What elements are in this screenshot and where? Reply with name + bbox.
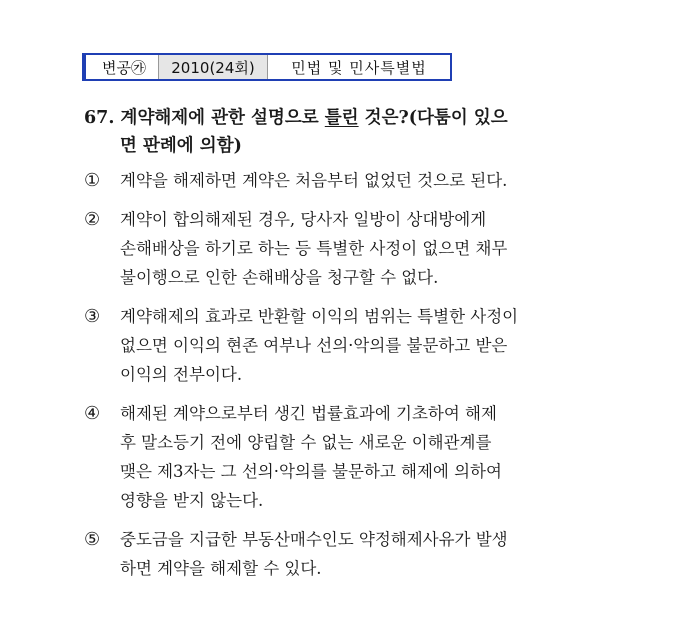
option-text-line: 계약을 해제하면 계약은 처음부터 없었던 것으로 된다. bbox=[120, 171, 508, 190]
question-line-1 bbox=[84, 104, 604, 132]
answer-options bbox=[84, 166, 604, 593]
question-key-word: 틀린 bbox=[324, 108, 359, 128]
option-text-line: 없으면 이익의 현존 여부나 선의·악의를 불문하고 받은 bbox=[120, 336, 508, 355]
option-text-line: 손해배상을 하기로 하는 등 특별한 사정이 없으면 채무 bbox=[120, 239, 508, 258]
option-text-line: 계약이 합의해제된 경우, 당사자 일방이 상대방에게 bbox=[120, 210, 487, 229]
option-text-line: 이익의 전부이다. bbox=[120, 365, 243, 384]
option-number: ① bbox=[84, 170, 101, 191]
exam-year-label: 2010(24회) bbox=[158, 55, 268, 79]
option-text-line: 해제된 계약으로부터 생긴 법률효과에 기초하여 해제 bbox=[120, 404, 497, 423]
question-text-pre: 67. 계약해제에 관한 설명으로 bbox=[84, 108, 325, 128]
option-text-line: 맺은 제3자는 그 선의·악의를 불문하고 해제에 의하여 bbox=[120, 462, 502, 481]
option-text-line: 중도금을 지급한 부동산매수인도 약정해제사유가 발생 bbox=[120, 530, 508, 549]
question-line-2: 면 판례에 의함) bbox=[120, 136, 242, 156]
exam-header bbox=[82, 53, 452, 81]
option-text-line: 하면 계약을 해제할 수 있다. bbox=[120, 559, 322, 578]
option-number: ③ bbox=[84, 306, 101, 327]
option-number: ④ bbox=[84, 403, 101, 424]
option-number: ⑤ bbox=[84, 529, 101, 550]
answer-option-5 bbox=[84, 525, 604, 583]
answer-option-1 bbox=[84, 166, 604, 195]
question-stem bbox=[84, 104, 604, 160]
option-text-line: 계약해제의 효과로 반환할 이익의 범위는 특별한 사정이 bbox=[120, 307, 519, 326]
option-number: ② bbox=[84, 209, 101, 230]
exam-type-label: 변공㉮ bbox=[82, 55, 158, 79]
question-text-post: 것은?(다툼이 있으 bbox=[358, 108, 508, 128]
answer-option-3 bbox=[84, 302, 604, 389]
exam-subject-label: 민법 및 민사특별법 bbox=[291, 58, 427, 77]
option-text-line: 영향을 받지 않는다. bbox=[120, 491, 264, 510]
answer-option-4 bbox=[84, 399, 604, 515]
option-text-line: 불이행으로 인한 손해배상을 청구할 수 없다. bbox=[120, 268, 439, 287]
option-text-line: 후 말소등기 전에 양립할 수 없는 새로운 이해관계를 bbox=[120, 433, 492, 452]
answer-option-2 bbox=[84, 205, 604, 292]
